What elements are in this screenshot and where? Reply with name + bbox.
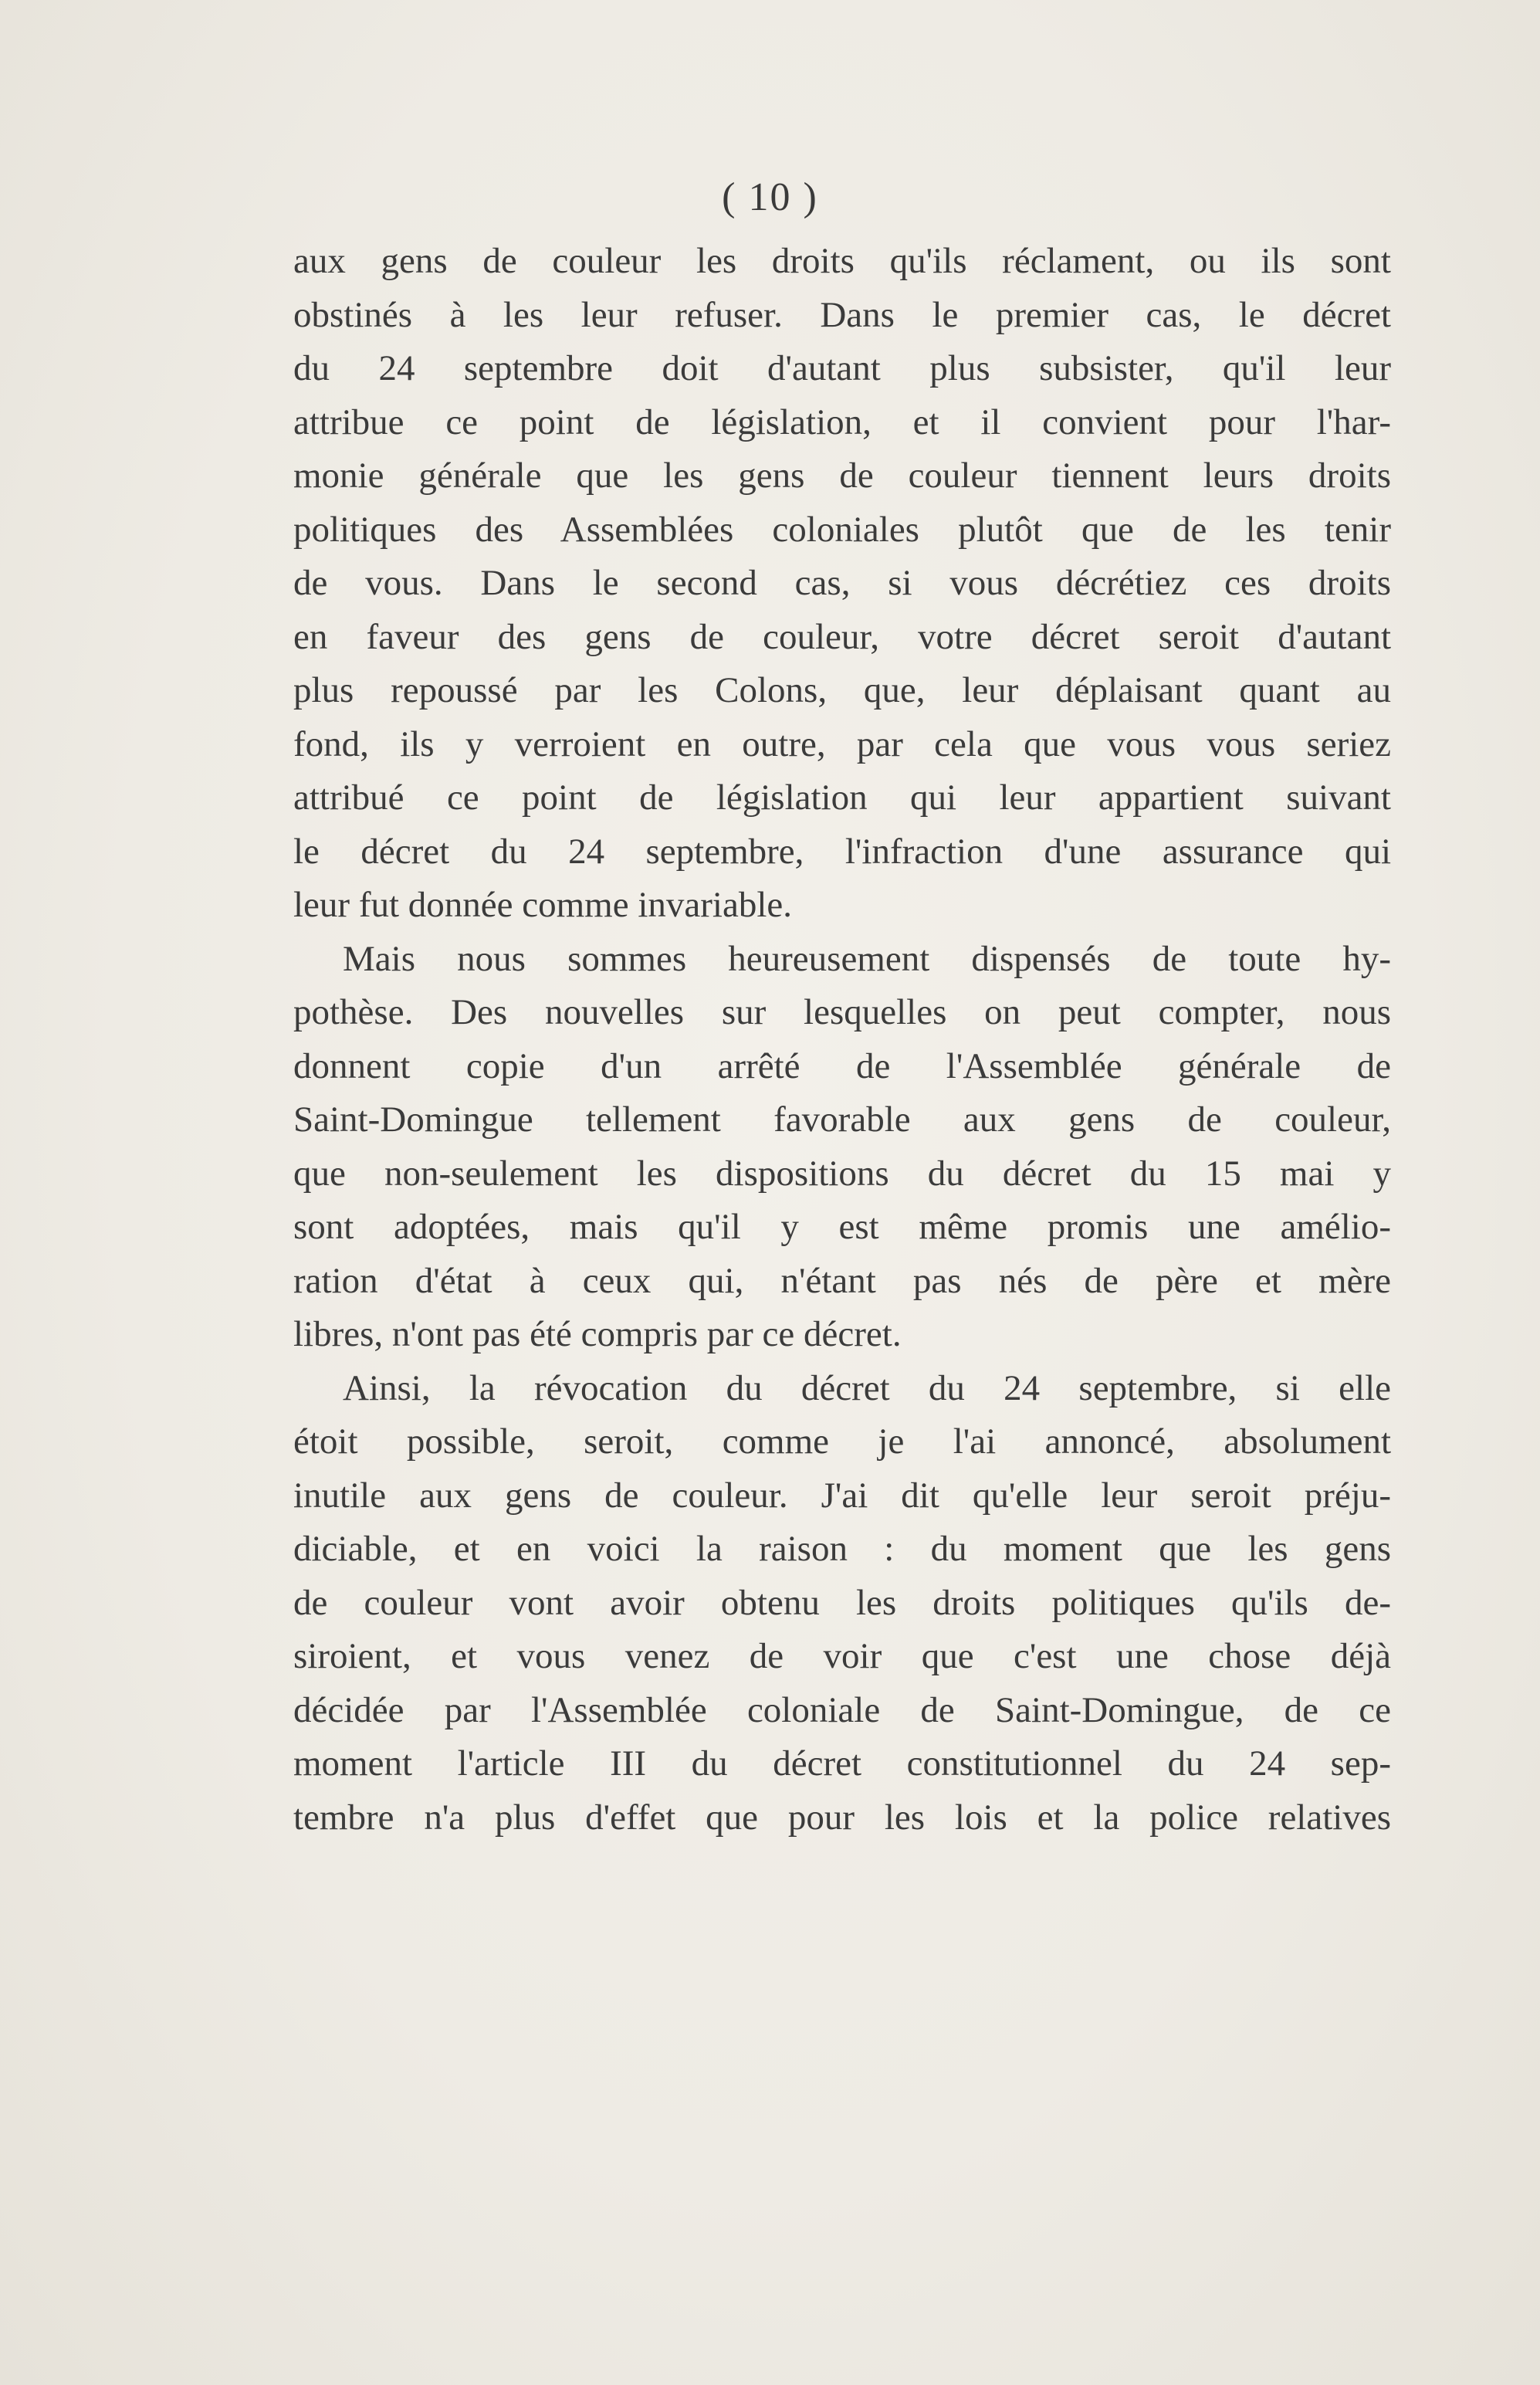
text-line: moment l'article III du décret constitutionnel du 24 sep-	[293, 1743, 1391, 1784]
text-line: de couleur vont avoir obtenu les droits politiques qu'ils de-	[293, 1582, 1391, 1623]
text-line: leur fut donnée comme invariable.	[293, 885, 792, 925]
text-line: de vous. Dans le second cas, si vous décrétiez ces droits	[293, 563, 1391, 603]
text-line: inutile aux gens de couleur. J'ai dit qu'elle leur seroit préju-	[293, 1475, 1391, 1516]
text-line: aux gens de couleur les droits qu'ils réclament, ou ils sont	[293, 241, 1391, 281]
text-line: sont adoptées, mais qu'il y est même promis une amélio-	[293, 1207, 1391, 1247]
paragraph	[293, 235, 1391, 933]
text-line: attribue ce point de législation, et il convient pour l'har-	[293, 401, 1391, 442]
paragraph	[293, 1362, 1391, 1845]
body-text	[293, 235, 1391, 1845]
text-line: plus repoussé par les Colons, que, leur déplaisant quant au	[293, 670, 1391, 710]
text-line: monie générale que les gens de couleur tiennent leurs droits	[293, 456, 1391, 496]
page-number: ( 10 )	[722, 175, 818, 219]
text-line: étoit possible, seroit, comme je l'ai annoncé, absolument	[293, 1421, 1391, 1462]
text-line: siroient, et vous venez de voir que c'est une chose déjà	[293, 1636, 1391, 1676]
text-line: Saint-Domingue tellement favorable aux gens de couleur,	[293, 1099, 1391, 1140]
text-line: Mais nous sommes heureusement dispensés de toute hy-	[343, 938, 1391, 979]
text-line: politiques des Assemblées coloniales plutôt que de les tenir	[293, 509, 1391, 550]
text-line: le décret du 24 septembre, l'infraction d'une assurance qui	[293, 831, 1391, 872]
text-line: attribué ce point de législation qui leur appartient suivant	[293, 777, 1391, 818]
paragraph	[293, 933, 1391, 1362]
text-line: ration d'état à ceux qui, n'étant pas nés de père et mère	[293, 1260, 1391, 1301]
text-line: pothèse. Des nouvelles sur lesquelles on peut compter, nous	[293, 992, 1391, 1032]
text-line: donnent copie d'un arrêté de l'Assemblée générale de	[293, 1045, 1391, 1086]
text-line: obstinés à les leur refuser. Dans le premier cas, le décret	[293, 294, 1391, 335]
text-line: tembre n'a plus d'effet que pour les lois et la police relatives	[293, 1797, 1391, 1838]
text-line: diciable, et en voici la raison : du moment que les gens	[293, 1529, 1391, 1569]
text-line: que non-seulement les dispositions du décret du 15 mai y	[293, 1153, 1391, 1194]
text-line: décidée par l'Assemblée coloniale de Saint-Domingue, de ce	[293, 1689, 1391, 1730]
text-line: en faveur des gens de couleur, votre décret seroit d'autant	[293, 616, 1391, 657]
text-line: libres, n'ont pas été compris par ce décret.	[293, 1314, 902, 1354]
text-line: fond, ils y verroient en outre, par cela que vous vous seriez	[293, 723, 1391, 764]
text-line: du 24 septembre doit d'autant plus subsister, qu'il leur	[293, 348, 1391, 388]
text-line: Ainsi, la révocation du décret du 24 septembre, si elle	[343, 1367, 1391, 1408]
